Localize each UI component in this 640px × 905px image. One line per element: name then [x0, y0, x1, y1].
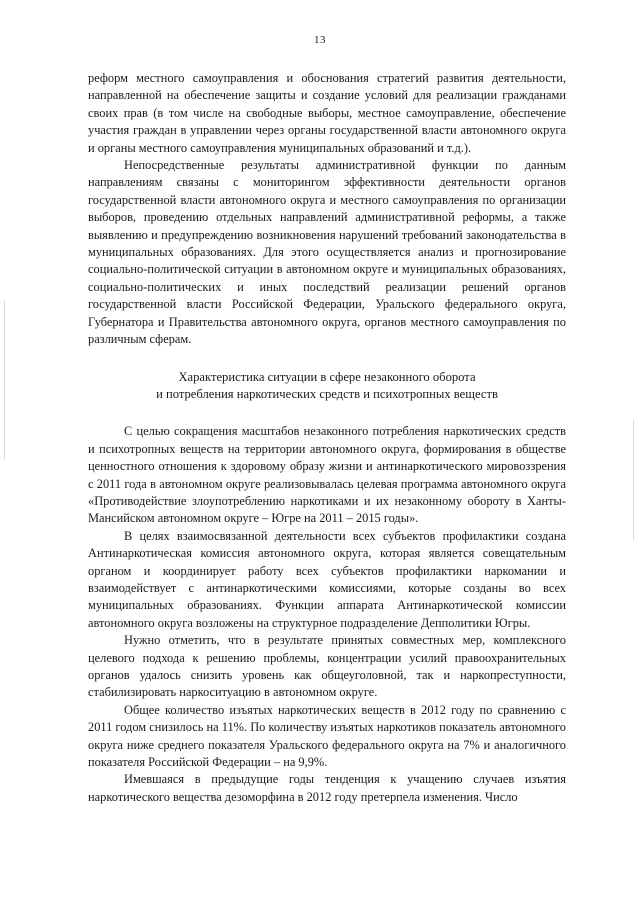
paragraph-7: Имевшаяся в предыдущие годы тенденция к учащению случаев изъятия наркотического вещества дезоморфина в 2012 году претерпела изменения. Число	[88, 772, 566, 804]
section-heading-line-2: и потребления наркотических средств и психотропных веществ	[156, 386, 498, 401]
document-body	[88, 70, 566, 806]
page-number: 13	[314, 34, 326, 46]
paragraph-1: реформ местного самоуправления и обоснования стратегий развития деятельности, направленной на обеспечение защиты и создание условий для реализации гражданами своих прав (в том числе на свободные выборы, местное самоуправление, обеспечение участия граждан в управлении через органы государственной власти автономного округа и органы местного самоуправления муниципальных образований и т.д.).	[88, 71, 566, 155]
paragraph-2: Непосредственные результаты административной функции по данным направлениям связаны с мониторингом эффективности деятельности органов государственной власти автономного округа и местного самоуправления по организации выборов, проведению отдельных направлений административной реформы, а также выявлению и предупреждению возникновения нарушений требований законодательства в муниципальных образованиях. Для этого осуществляется анализ и прогнозирование социально-политической ситуации в автономном округе и муниципальных образованиях, социально-политических и иных последствий реализации решений органов государственной власти Российской Федерации, Уральского федерального округа, Губернатора и Правительства автономного округа, органов местного самоуправления по различным сферам.	[88, 158, 566, 347]
scan-edge-mark-right	[633, 420, 634, 540]
scan-edge-mark	[4, 300, 5, 460]
section-heading-line-1: Характеристика ситуации в сфере незаконного оборота	[178, 369, 476, 384]
paragraph-6: Общее количество изъятых наркотических веществ в 2012 году по сравнению с 2011 годом снизилось на 11%. По количеству изъятых наркотиков показатель автономного округа ниже среднего показателя Уральского федерального округа на 7% и аналогичного показателя Российской Федерации – на 9,9%.	[88, 702, 566, 770]
paragraph-3: С целью сокращения масштабов незаконного потребления наркотических средств и психотропных веществ на территории автономного округа, формирования в обществе ценностного отношения к здоровому образу жизни и антинаркотического мировоззрения с 2011 года в автономном округе реализовывалась целевая программа автономного округа «Противодействие злоупотреблению наркотиками и их незаконному обороту в Ханты-Мансийском автономном округе – Югре на 2011 – 2015 годы».	[88, 424, 566, 526]
paragraph-5: Нужно отметить, что в результате принятых совместных мер, комплексного целевого подхода к решению проблемы, концентрации усилий правоохранительных органов удалось снизить уровень как общеуголовной, так и наркопреступности, стабилизировать наркоситуацию в автономном округе.	[88, 633, 566, 700]
paragraph-4: В целях взаимосвязанной деятельности всех субъектов профилактики создана Антинаркотическая комиссия автономного округа, которая является совещательным органом и координирует работу всех субъектов профилактики наркомании и взаимодействует с антинаркотическими комиссиями, которые созданы во всех муниципальных образованиях. Функции аппарата Антинаркотической комиссии автономного округа возложены на структурное подразделение Депполитики Югры.	[88, 528, 566, 630]
section-heading	[88, 369, 566, 404]
